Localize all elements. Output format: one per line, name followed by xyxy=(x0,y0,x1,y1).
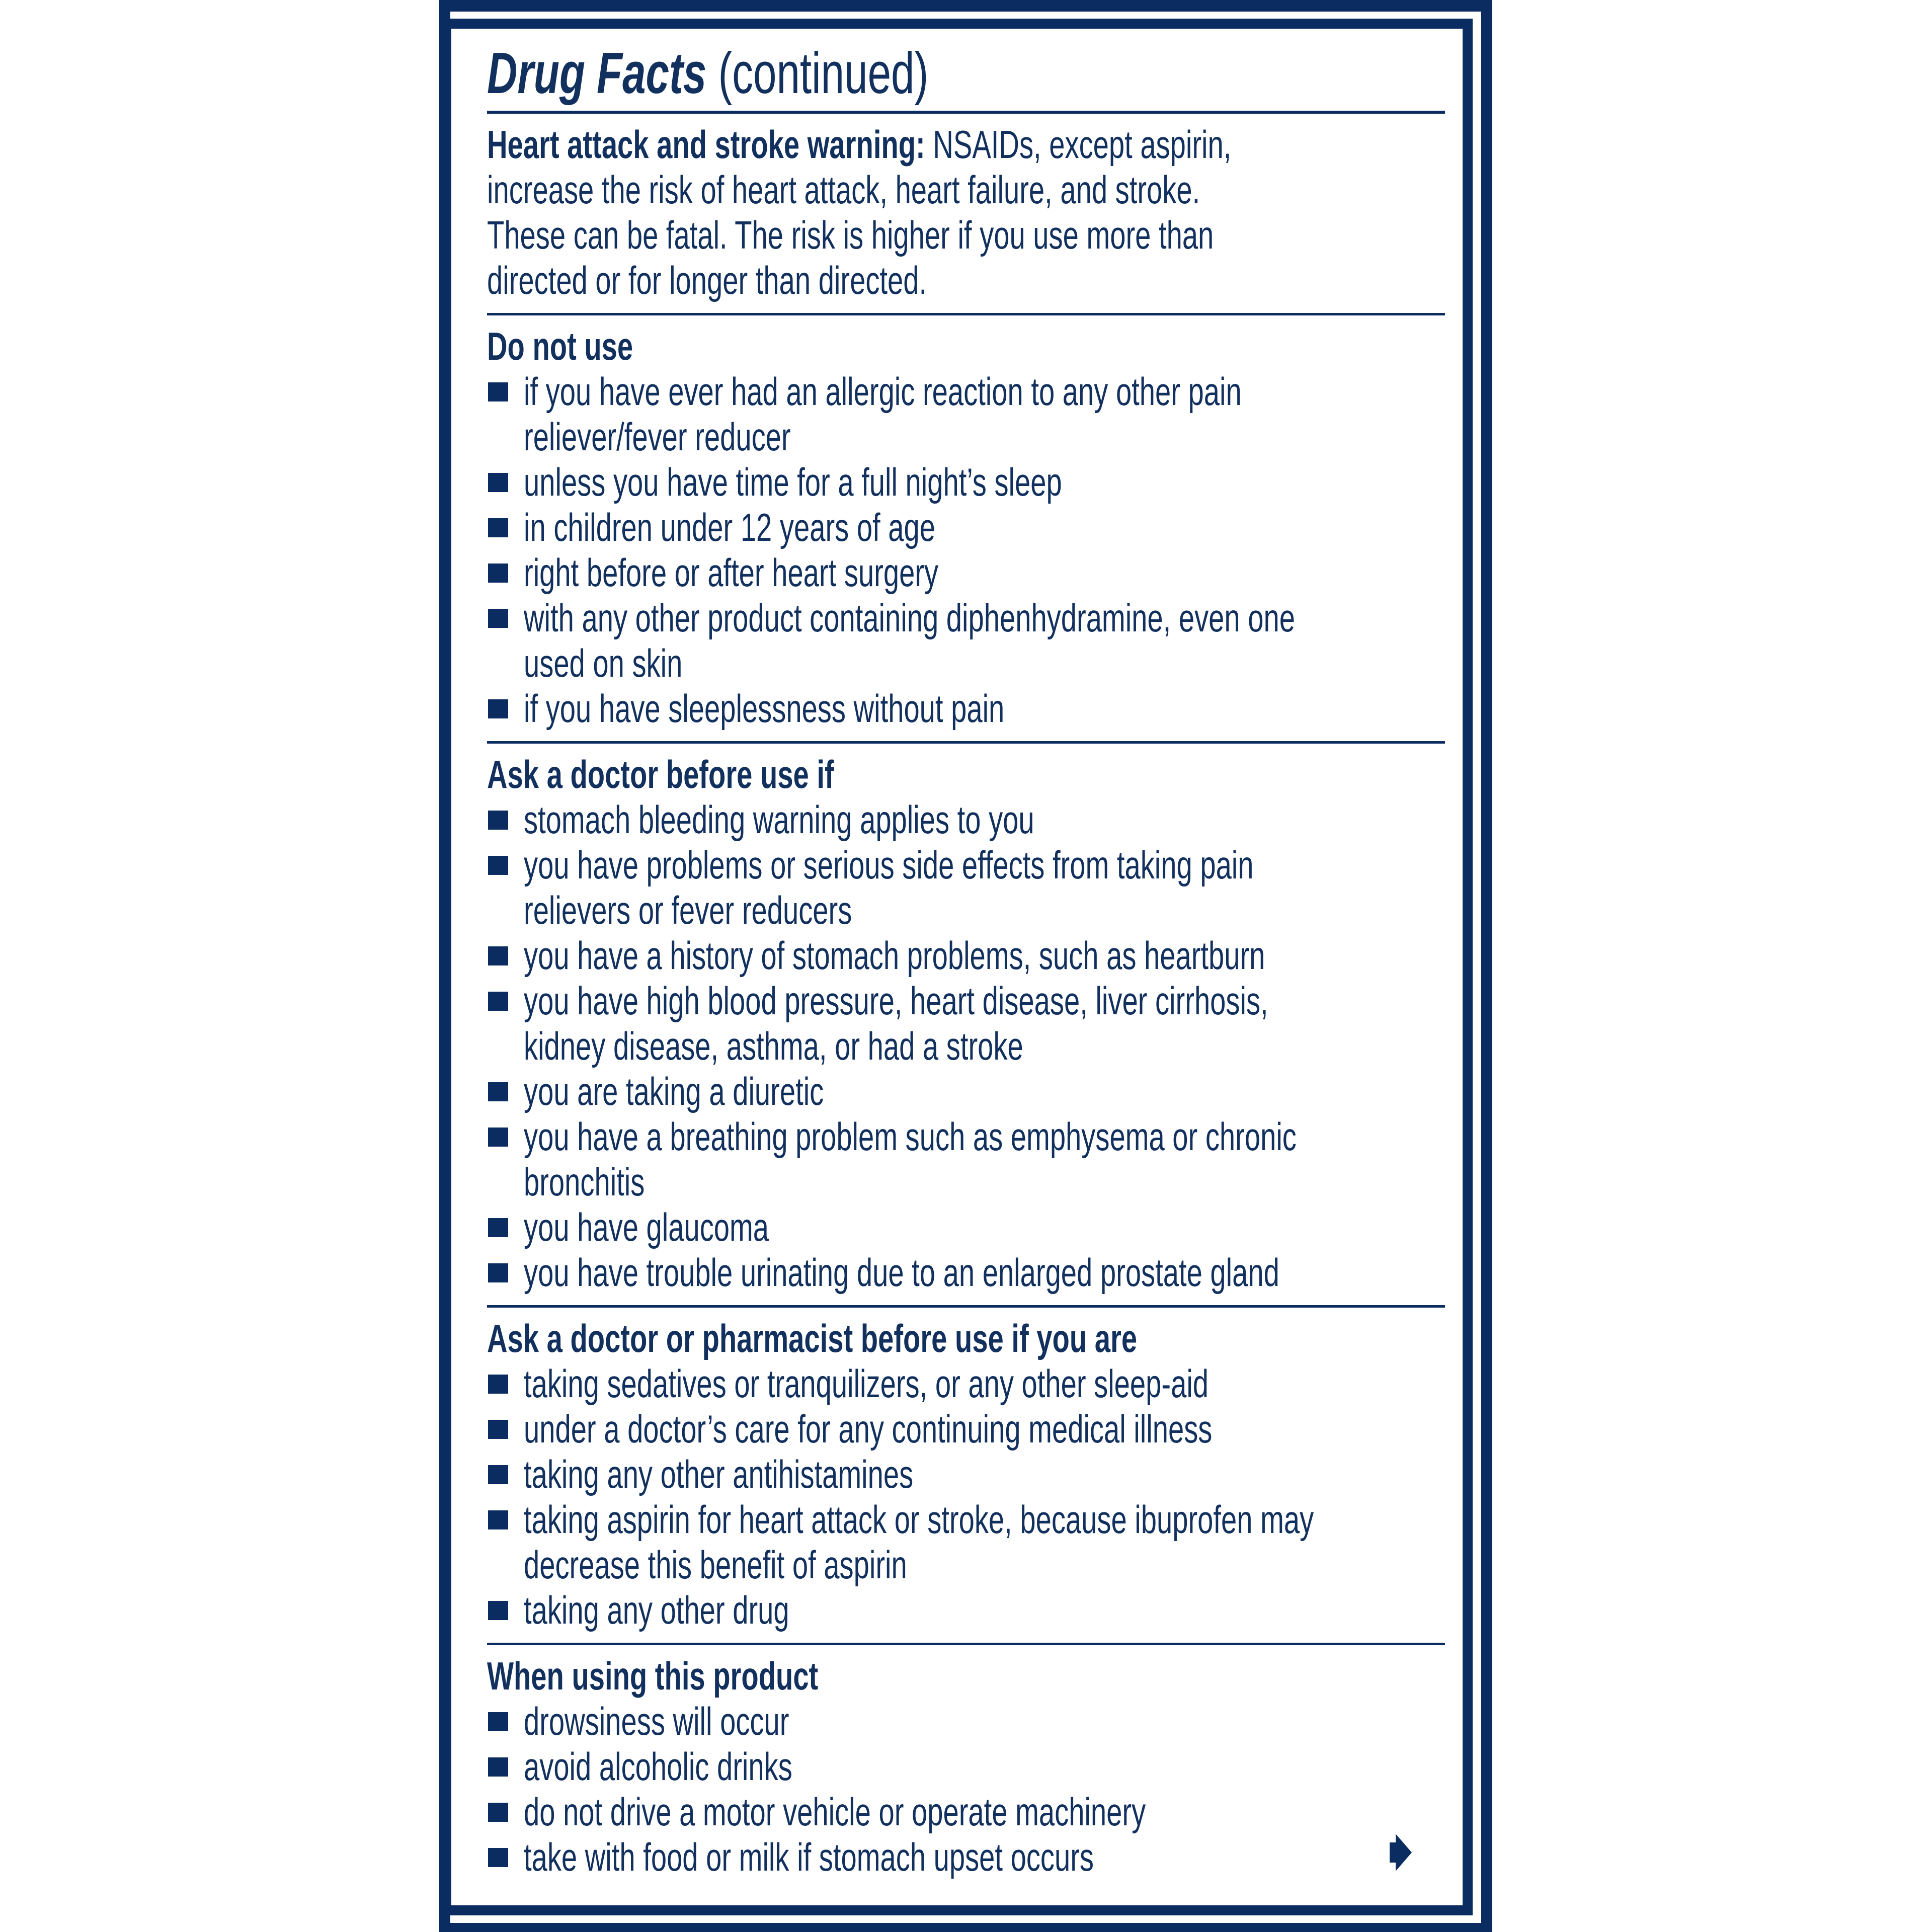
square-bullet-icon xyxy=(487,369,508,414)
square-bullet-icon xyxy=(487,1497,508,1542)
list-item xyxy=(487,1114,1445,1204)
list-item xyxy=(487,1834,1445,1880)
list-item-text: you have glaucoma xyxy=(524,1205,769,1249)
section-when-using-this-product xyxy=(487,1645,1445,1890)
list-item-text: bronchitis xyxy=(524,1160,645,1204)
square-bullet-icon xyxy=(487,550,508,595)
list-item-text: you have trouble urinating due to an enlarged prostate gland xyxy=(524,1250,1279,1295)
section-heading: Do not use xyxy=(487,324,633,368)
square-bullet-icon xyxy=(487,1114,508,1159)
square-bullet-icon xyxy=(487,1069,508,1114)
list-item xyxy=(487,1204,1445,1250)
warning-text: These can be fatal. The risk is higher if you use more than xyxy=(487,213,1214,257)
list-item-text: reliever/fever reducer xyxy=(524,415,791,459)
list-item xyxy=(487,842,1445,933)
square-bullet-icon xyxy=(487,686,508,731)
list-item-text: drowsiness will occur xyxy=(524,1699,789,1743)
list-item-text: taking sedatives or tranquilizers, or any other sleep-aid xyxy=(524,1361,1209,1406)
title-bold: Drug Facts xyxy=(487,40,707,106)
warning-text: increase the risk of heart attack, heart failure, and stroke. xyxy=(487,168,1200,212)
list-item xyxy=(487,1250,1445,1295)
list-item xyxy=(487,550,1445,595)
list-item xyxy=(487,1789,1445,1834)
list-item-text: right before or after heart surgery xyxy=(524,550,939,595)
square-bullet-icon xyxy=(487,505,508,550)
list-item-text: taking aspirin for heart attack or stroke, because ibuprofen may xyxy=(524,1497,1314,1542)
list-item-text: taking any other antihistamines xyxy=(524,1452,914,1496)
list-item xyxy=(487,686,1445,731)
square-bullet-icon xyxy=(487,1834,508,1880)
list-item-text: with any other product containing diphenhydramine, even one xyxy=(524,596,1295,640)
square-bullet-icon xyxy=(487,1406,508,1452)
section-ask-a-doctor-before-use-if xyxy=(487,744,1445,1308)
list-item xyxy=(487,1406,1445,1452)
square-bullet-icon xyxy=(487,1789,508,1834)
list-item xyxy=(487,1497,1445,1587)
list-item xyxy=(487,459,1445,505)
list-item xyxy=(487,1744,1445,1789)
list-item xyxy=(487,1452,1445,1497)
square-bullet-icon xyxy=(487,1204,508,1250)
section-heading: When using this product xyxy=(487,1654,819,1698)
list-item-text: you have high blood pressure, heart disease, liver cirrhosis, xyxy=(524,979,1268,1023)
square-bullet-icon xyxy=(487,978,508,1023)
list-item-text: if you have ever had an allergic reaction to any other pain xyxy=(524,369,1242,414)
list-item-text: kidney disease, asthma, or had a stroke xyxy=(524,1024,1023,1068)
list-item-text: in children under 12 years of age xyxy=(524,505,935,549)
heart-attack-warning xyxy=(487,114,1445,315)
list-item xyxy=(487,1699,1445,1744)
list-item xyxy=(487,797,1445,842)
title-continued: (continued) xyxy=(718,40,929,106)
list-item xyxy=(487,505,1445,550)
list-item-text: do not drive a motor vehicle or operate machinery xyxy=(524,1790,1146,1834)
square-bullet-icon xyxy=(487,1452,508,1497)
list-item-text: under a doctor’s care for any continuing medical illness xyxy=(524,1407,1213,1451)
square-bullet-icon xyxy=(487,595,508,640)
list-item-text: stomach bleeding warning applies to you xyxy=(524,797,1034,842)
square-bullet-icon xyxy=(487,1587,508,1633)
warning-label: Heart attack and stroke warning: xyxy=(487,122,925,167)
section-do-not-use xyxy=(487,315,1445,744)
warning-text: NSAIDs, except aspirin, xyxy=(933,122,1232,167)
square-bullet-icon xyxy=(487,1361,508,1406)
section-heading: Ask a doctor or pharmacist before use if you are xyxy=(487,1316,1138,1360)
list-item-text: decrease this benefit of aspirin xyxy=(524,1543,907,1587)
square-bullet-icon xyxy=(487,459,508,505)
list-item-text: taking any other drug xyxy=(524,1588,789,1632)
list-item xyxy=(487,369,1445,459)
list-item xyxy=(487,978,1445,1069)
square-bullet-icon xyxy=(487,1744,508,1789)
list-item-text: you have a breathing problem such as emphysema or chronic xyxy=(524,1114,1297,1159)
list-item-text: avoid alcoholic drinks xyxy=(524,1744,792,1789)
square-bullet-icon xyxy=(487,1250,508,1295)
arrow-right-icon xyxy=(1390,1834,1412,1871)
section-ask-a-doctor-or-pharmacist-before-use-if-you-are xyxy=(487,1308,1445,1645)
section-heading: Ask a doctor before use if xyxy=(487,752,834,796)
list-item-text: take with food or milk if stomach upset occurs xyxy=(524,1835,1094,1879)
list-item xyxy=(487,595,1445,686)
list-item-text: used on skin xyxy=(524,641,683,685)
list-item xyxy=(487,1069,1445,1114)
square-bullet-icon xyxy=(487,1699,508,1744)
page-title xyxy=(487,35,1445,114)
list-item-text: you have a history of stomach problems, such as heartburn xyxy=(524,933,1265,978)
square-bullet-icon xyxy=(487,842,508,888)
list-item xyxy=(487,1361,1445,1406)
list-item-text: if you have sleeplessness without pain xyxy=(524,686,1005,731)
square-bullet-icon xyxy=(487,797,508,842)
warning-text: directed or for longer than directed. xyxy=(487,258,927,302)
list-item xyxy=(487,933,1445,978)
list-item-text: you have problems or serious side effects from taking pain xyxy=(524,843,1254,887)
list-item-text: unless you have time for a full night’s sleep xyxy=(524,460,1062,504)
list-item xyxy=(487,1587,1445,1633)
square-bullet-icon xyxy=(487,933,508,978)
list-item-text: relievers or fever reducers xyxy=(524,888,852,932)
drug-facts-panel xyxy=(487,35,1445,1890)
list-item-text: you are taking a diuretic xyxy=(524,1069,824,1113)
